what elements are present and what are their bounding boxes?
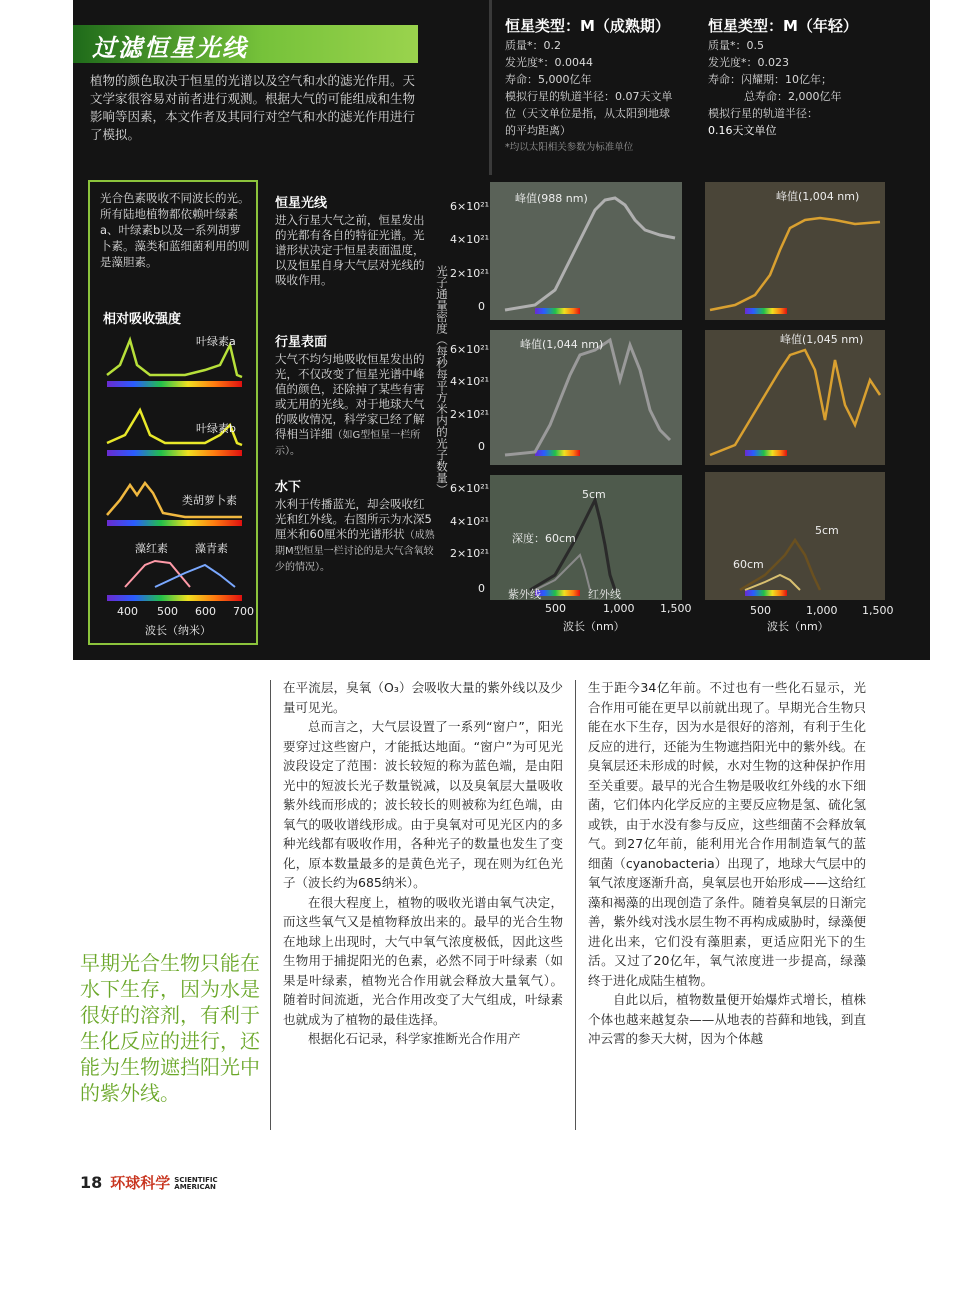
panel-young-surface: [705, 330, 885, 465]
ytick-2c: 2×10²¹: [450, 408, 490, 421]
pigment-absorption-chart: [95, 325, 255, 625]
ytick-2a: 6×10²¹: [450, 343, 490, 356]
spectrum-bar-3: [107, 520, 242, 526]
annotation-5cm-mature: 5cm: [582, 488, 606, 501]
section-underwater: [275, 480, 435, 575]
sa-line-2: AMERICAN: [174, 1182, 216, 1191]
page-title: 过滤恒星光线: [92, 34, 248, 62]
ytick-1a: 6×10²¹: [450, 200, 490, 213]
col1-para-4: 根据化石记录，科学家推断光合作用产: [308, 1031, 521, 1046]
column-rule-right: [575, 680, 576, 1130]
xtick-m-1500: 1,500: [660, 602, 692, 615]
spec-bar-6: [745, 590, 787, 596]
spectrum-bar-4: [107, 595, 242, 601]
ytick-3b: 4×10²¹: [450, 515, 490, 528]
xtick-y-1500: 1,500: [862, 604, 894, 617]
star-young-total-lifetime: 总寿命：2,000亿年: [744, 90, 842, 103]
spectra-charts: [445, 180, 885, 640]
ytick-1c: 2×10²¹: [450, 267, 490, 280]
section-starlight-text: 进入行星大气之前，恒星发出的光都有各自的特征光谱。光谱形状决定于恒星表面温度，以及恒星自身大气层对光线的吸收作用。: [275, 213, 425, 287]
ytick-1d: 0: [478, 300, 485, 313]
spec-bar-5: [535, 590, 580, 596]
star-mature-info: [505, 18, 680, 156]
intro-text: 植物的颜色取决于恒星的光谱以及空气和水的滤光作用。天文学家很容易对前者进行观测。根据大气的可能组成和生物影响等因素，本文作者及其同行对空气和水的滤光作用进行了模拟。: [90, 73, 416, 142]
col2-para-1: 生于距今34亿年前。不过也有一些化石显示，光合作用可能在更早以前就出现了。早期光合生物只能在水下生存，因为水是很好的溶剂，有利于生化反应的进行，还能为生物遮挡阳光中的紫外线。在臭氧层还未形成的时候，水对生物的这种保护作用至关重要。最早的光合生物是吸收红外线的水下细菌，它们体内化学反应的主要反应物是氢、硫化氢或铁，由于水没有参与反应，这些细菌不会释放氧气。到27亿年前，能利用光合作用制造氧气的蓝细菌（cyanobacteria）出现了，地球大气层中的氧气浓度逐渐升高，臭氧层也开始形成——这给红藻和褐藻的出现创造了条件。随着臭氧层的日渐完善，紫外线对浅水层生物不再构成威胁时，绿藻便进化出来，它们没有藻胆素，更适应阳光下的生活。又过了20亿年，氧气浓度进一步提高，绿藻终于进化成陆生植物。: [588, 680, 866, 988]
annotation-ir: 红外线: [588, 588, 621, 601]
section-underwater-note: （成熟期M型恒星一栏讨论的是大气含氧较少的情况）。: [275, 530, 435, 573]
label-carotenoid: 类胡萝卜素: [182, 494, 237, 507]
xlabel-young: 波长（nm）: [767, 620, 829, 633]
annotation-uv: 紫外线: [508, 588, 541, 601]
star-young-info: [708, 18, 883, 139]
section-surface: [275, 335, 435, 459]
annotation-5cm-young: 5cm: [815, 524, 839, 537]
ytick-1b: 4×10²¹: [450, 233, 490, 246]
annotation-60cm-young: 60cm: [733, 558, 764, 571]
ytick-3c: 2×10²¹: [450, 547, 490, 560]
sa-logo: [174, 1177, 217, 1191]
tick-700: 700: [233, 605, 254, 618]
xtick-m-500: 500: [545, 602, 566, 615]
col1-para-2: 总而言之，大气层设置了一系列“窗户”，阳光要穿过这些窗户，才能抵达地面。“窗户”为可见光波段设定了范围：波长较短的称为蓝色端，是由阳光中的短波长光子数量锐减，以及臭氧层大量吸收紫外线而形成的；波长较长的则被称为红色端，由氧气的吸收谱线形成。由于臭氧对可见光区内的多种光线都有吸收作用，各种光子的数量也发生了变化，原本数量最多的是黄色光子，现在则为红色光子（波长约为685纳米）。: [283, 719, 563, 890]
star-young-mass: 质量*：0.5: [708, 39, 764, 52]
tick-500: 500: [157, 605, 178, 618]
star-mature-lifetime: 寿命：5,000亿年: [505, 73, 592, 86]
xtick-y-500: 500: [750, 604, 771, 617]
pull-quote: 早期光合生物只能在水下生存，因为水是很好的溶剂，有利于生化反应的进行，还能为生物遮挡阳光中的紫外线。: [80, 951, 260, 1105]
xtick-y-1000: 1,000: [806, 604, 838, 617]
spec-bar-2: [745, 308, 787, 314]
col2-para-2: 自此以后，植物数量便开始爆炸式增长，植株个体也越来越复杂——从地表的苔藓和地钱，到直冲云霄的参天大树，因为个体越: [588, 992, 866, 1046]
sa-line-1: SCIENTIFIC: [174, 1175, 218, 1184]
peak-label-2: 峰值(1,004 nm): [776, 190, 860, 203]
section-surface-title: 行星表面: [275, 335, 328, 350]
phycoerythrin-curve: [125, 561, 190, 587]
label-chlorophyll-b: 叶绿素b: [196, 422, 236, 435]
peak-label-4: 峰值(1,045 nm): [780, 333, 864, 346]
spectrum-bar-2: [107, 450, 242, 456]
ytick-2d: 0: [478, 440, 485, 453]
label-phycoerythrin: 藻红素: [135, 542, 168, 555]
star-young-luminosity: 发光度*：0.023: [708, 56, 789, 69]
section-underwater-title: 水下: [275, 480, 302, 495]
spec-bar-4: [745, 450, 787, 456]
star-young-orbit: 模拟行星的轨道半径：: [708, 107, 818, 120]
annotation-60cm-mature: 深度：60cm: [512, 532, 576, 545]
label-phycocyanin: 藻青素: [195, 542, 228, 555]
spec-bar-1: [535, 308, 580, 314]
body-column-2: [588, 678, 866, 1049]
section-underwater-text: 水利于传播蓝光，却会吸收红光和红外线。右图所示为水深5厘米和60厘米的光谱形状: [275, 497, 432, 541]
page-footer: [80, 1172, 218, 1193]
star-young-lifetime: 寿命：闪耀期：10亿年；: [708, 73, 832, 86]
tick-400: 400: [117, 605, 138, 618]
section-surface-text: 大气不均匀地吸收恒星发出的光，不仅改变了恒星光谱中峰值的颜色，还除掉了某些有害或无用的光线。对于地球大气的吸收情况，科学家已经了解得相当详细: [275, 352, 425, 441]
section-surface-note: （如G型恒星一栏所示）。: [275, 430, 421, 457]
ytick-2b: 4×10²¹: [450, 375, 490, 388]
xtick-m-1000: 1,000: [603, 602, 635, 615]
x-axis-label: 波长（纳米）: [145, 624, 211, 637]
absorption-title: 相对吸收强度: [103, 312, 182, 327]
star-young-orbit-value: 0.16天文单位: [708, 124, 777, 137]
peak-label-1: 峰值(988 nm): [515, 192, 588, 205]
ytick-3a: 6×10²¹: [450, 482, 490, 495]
page-number: 18: [80, 1173, 103, 1192]
panel-young-water: [705, 472, 885, 600]
label-chlorophyll-a: 叶绿素a: [196, 335, 236, 348]
star-mature-type: 恒星类型：M（成熟期）: [505, 17, 670, 35]
col1-para-1: 在平流层，臭氧（O₃）会吸收大量的紫外线以及少量可见光。: [283, 680, 563, 715]
ytick-3d: 0: [478, 582, 485, 595]
spectrum-bar-1: [107, 381, 242, 387]
star-young-type: 恒星类型：M（年轻）: [708, 17, 858, 35]
phycocyanin-curve: [155, 565, 235, 587]
publication-name: 环球科学: [110, 1174, 171, 1192]
column-divider: [489, 0, 492, 175]
peak-label-3: 峰值(1,044 nm): [520, 338, 604, 351]
star-mature-mass: 质量*：0.2: [505, 39, 561, 52]
col1-para-3: 在很大程度上，植物的吸收光谱由氧气决定，而这些氧气又是植物释放出来的。最早的光合生物在地球上出现时，大气中氧气浓度极低，因此这些生物用于捕捉阳光的色素，必然不同于叶绿素（如果是叶绿素，植物光合作用就会释放大量氧气）。随着时间流逝，光合作用改变了大气组成，叶绿素也就成为了植物的最佳选择。: [283, 894, 563, 1027]
tick-600: 600: [195, 605, 216, 618]
section-starlight: [275, 196, 435, 288]
pigment-box-text: 光合色素吸收不同波长的光。所有陆地植物都依赖叶绿素a、叶绿素b以及一系列胡萝卜素。藻类和蓝细菌利用的则是藻胆素。: [100, 191, 250, 269]
section-starlight-title: 恒星光线: [275, 196, 328, 211]
column-rule-left: [270, 680, 271, 1130]
body-column-1: [283, 678, 563, 1049]
star-footnote: *均以太阳相关参数为标准单位: [505, 142, 634, 153]
spec-bar-3: [535, 450, 580, 456]
star-mature-luminosity: 发光度*：0.0044: [505, 56, 593, 69]
star-mature-orbit: 模拟行星的轨道半径：0.07天文单位（天文单位是指，从太阳到地球的平均距离）: [505, 90, 673, 137]
y-axis-label: 光子通量密度（每秒每平方米内的光子数量）: [435, 265, 449, 495]
xlabel-mature: 波长（nm）: [563, 620, 625, 633]
